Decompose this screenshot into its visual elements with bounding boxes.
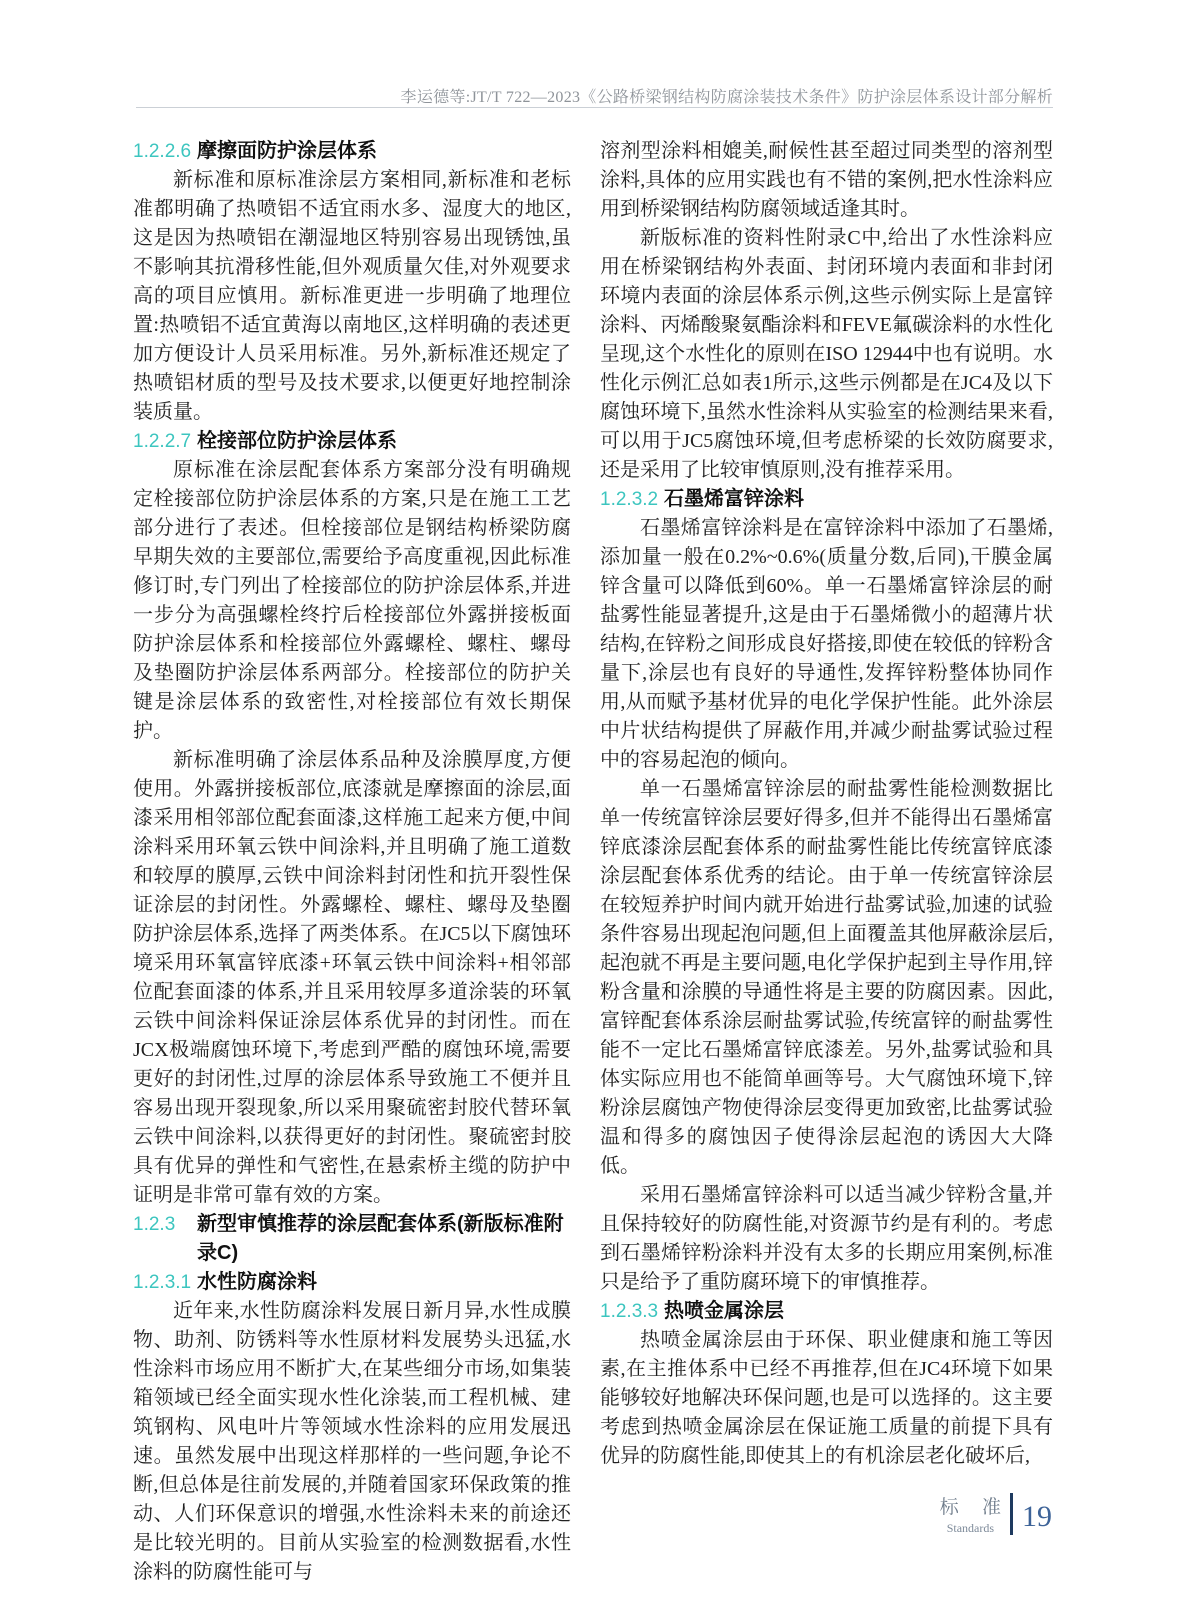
paragraph: 热喷金属涂层由于环保、职业健康和施工等因素,在主推体系中已经不再推荐,但在JC4环境下如果能够较好地解决环保问题,也是可以选择的。这主要考虑到热喷金属涂层在保证施工质量的前提下具有优异的防腐性能,即使其上的有机涂层老化破坏后, xyxy=(600,1329,1053,1467)
section-heading-1-2-2-7 xyxy=(133,427,571,456)
section-heading-1-2-3-2 xyxy=(600,485,1053,514)
section-heading-1-2-2-6 xyxy=(133,137,571,166)
section-number: 1.2.2.6 xyxy=(133,141,192,162)
section-heading-1-2-3-1 xyxy=(133,1268,571,1297)
footer-label-en: Standards xyxy=(946,1521,995,1535)
paragraph-continued: 溶剂型涂料相媲美,耐候性甚至超过同类型的溶剂型涂料,具体的应用实践也有不错的案例,把水性涂料应用到桥梁钢结构防腐领域适逢其时。 xyxy=(600,140,1053,220)
left-column xyxy=(133,137,571,1587)
paragraph: 新版标准的资料性附录C中,给出了水性涂料应用在桥梁钢结构外表面、封闭环境内表面和非封闭环境内表面的涂层体系示例,这些示例实际上是富锌涂料、丙烯酸聚氨酯涂料和FEVE氟碳涂料的水性化呈现,这个水性化的原则在ISO 12944中也有说明。水性化示例汇总如表1所示,这些示例都是在JC4及以下腐蚀环境下,虽然水性涂料从实验室的检测结果来看,可以用于JC5腐蚀环境,但考虑桥梁的长效防腐要求,还是采用了比较审慎原则,没有推荐采用。 xyxy=(600,227,1053,481)
section-number: 1.2.2.7 xyxy=(133,431,192,452)
paragraph: 近年来,水性防腐涂料发展日新月异,水性成膜物、助剂、防锈料等水性原材料发展势头迅猛,水性涂料市场应用不断扩大,在某些细分市场,如集装箱领域已经全面实现水性化涂装,而工程机械、建筑钢构、风电叶片等领域水性涂料的应用发展迅速。虽然发展中出现这样那样的一些问题,争论不断,但总体是往前发展的,并随着国家环保政策的推动、人们环保意识的增强,水性涂料未来的前途还是比较光明的。目前从实验室的检测数据看,水性涂料的防腐性能可与 xyxy=(133,1300,571,1583)
page-footer xyxy=(940,1492,1052,1536)
footer-divider-bar xyxy=(1010,1493,1013,1535)
section-title: 摩擦面防护涂层体系 xyxy=(197,140,377,162)
paragraph: 采用石墨烯富锌涂料可以适当减少锌粉含量,并且保持较好的防腐性能,对资源节约是有利的。考虑到石墨烯锌粉涂料并没有太多的长期应用案例,标准只是给予了重防腐环境下的审慎推荐。 xyxy=(600,1184,1053,1293)
paragraph: 单一石墨烯富锌涂层的耐盐雾性能检测数据比单一传统富锌涂层要好得多,但并不能得出石墨烯富锌底漆涂层配套体系的耐盐雾性能比传统富锌底漆涂层配套体系优秀的结论。由于单一传统富锌涂层在较短养护时间内就开始进行盐雾试验,加速的试验条件容易出现起泡问题,但上面覆盖其他屏蔽涂层后,起泡就不再是主要问题,电化学保护起到主导作用,锌粉含量和涂膜的导通性将是主要的防腐因素。因此,富锌配套体系涂层耐盐雾试验,传统富锌的耐盐雾性能不一定比石墨烯富锌底漆差。另外,盐雾试验和具体实际应用也不能简单画等号。大气腐蚀环境下,锌粉涂层腐蚀产物使得涂层变得更加致密,比盐雾试验温和得多的腐蚀因子使得涂层起泡的诱因大大降低。 xyxy=(600,778,1053,1177)
section-title: 新型审慎推荐的涂层配套体系(新版标准附录C) xyxy=(197,1213,564,1264)
section-title: 石墨烯富锌涂料 xyxy=(664,488,804,510)
section-number: 1.2.3.2 xyxy=(600,489,659,510)
page-number: 19 xyxy=(1022,1500,1052,1533)
section-title: 热喷金属涂层 xyxy=(664,1300,784,1322)
section-title: 栓接部位防护涂层体系 xyxy=(197,430,397,452)
section-number: 1.2.3.3 xyxy=(600,1301,659,1322)
running-header: 李运德等:JT/T 722—2023《公路桥梁钢结构防腐涂装技术条件》防护涂层体系设计部分解析 xyxy=(400,89,1053,106)
paragraph: 新标准明确了涂层体系品种及涂膜厚度,方便使用。外露拼接板部位,底漆就是摩擦面的涂层,面漆采用相邻部位配套面漆,这样施工起来方便,中间涂料采用环氧云铁中间涂料,并且明确了施工道数和较厚的膜厚,云铁中间涂料封闭性和抗开裂性保证涂层的封闭性。外露螺栓、螺柱、螺母及垫圈防护涂层体系,选择了两类体系。在JC5以下腐蚀环境采用环氧富锌底漆+环氧云铁中间涂料+相邻部位配套面漆的体系,并且采用较厚多道涂装的环氧云铁中间涂料保证涂层体系优异的封闭性。而在JCX极端腐蚀环境下,考虑到严酷的腐蚀环境,需要更好的封闭性,过厚的涂层体系导致施工不便并且容易出现开裂现象,所以采用聚硫密封胶代替环氧云铁中间涂料,以获得更好的封闭性。聚硫密封胶具有优异的弹性和气密性,在悬索桥主缆的防护中证明是非常可靠有效的方案。 xyxy=(133,749,571,1206)
right-column xyxy=(600,137,1053,1471)
section-heading-1-2-3-3 xyxy=(600,1297,1053,1326)
section-number: 1.2.3.1 xyxy=(133,1272,192,1293)
paragraph: 原标准在涂层配套体系方案部分没有明确规定栓接部位防护涂层体系的方案,只是在施工工艺部分进行了表述。但栓接部位是钢结构桥梁防腐早期失效的主要部位,需要给予高度重视,因此标准修订时,专门列出了栓接部位的防护涂层体系,并进一步分为高强螺栓终拧后栓接部位外露拼接板面防护涂层体系和栓接部位外露螺栓、螺柱、螺母及垫圈防护涂层体系两部分。栓接部位的防护关键是涂层体系的致密性,对栓接部位有效长期保护。 xyxy=(133,459,571,742)
paragraph: 新标准和原标准涂层方案相同,新标准和老标准都明确了热喷铝不适宜雨水多、湿度大的地区,这是因为热喷铝在潮湿地区特别容易出现锈蚀,虽不影响其抗滑移性能,但外观质量欠佳,对外观要求高的项目应慎用。新标准更进一步明确了地理位置:热喷铝不适宜黄海以南地区,这样明确的表述更加方便设计人员采用标准。另外,新标准还规定了热喷铝材质的型号及技术要求,以便更好地控制涂装质量。 xyxy=(133,169,571,423)
footer-label-cn: 标 准 xyxy=(939,1497,1010,1518)
header-rule xyxy=(136,107,1053,108)
paragraph: 石墨烯富锌涂料是在富锌涂料中添加了石墨烯,添加量一般在0.2%~0.6%(质量分数,后同),干膜金属锌含量可以降低到60%。单一石墨烯富锌涂层的耐盐雾性能显著提升,这是由于石墨烯微小的超薄片状结构,在锌粉之间形成良好搭接,即使在较低的锌粉含量下,涂层也有良好的导通性,发挥锌粉整体协同作用,从而赋予基材优异的电化学保护性能。此外涂层中片状结构提供了屏蔽作用,并减少耐盐雾试验过程中的容易起泡的倾向。 xyxy=(600,517,1053,771)
section-heading-1-2-3 xyxy=(133,1210,571,1268)
section-number: 1.2.3 xyxy=(133,1214,176,1235)
footer-labels xyxy=(939,1492,1010,1536)
section-title: 水性防腐涂料 xyxy=(197,1271,317,1293)
